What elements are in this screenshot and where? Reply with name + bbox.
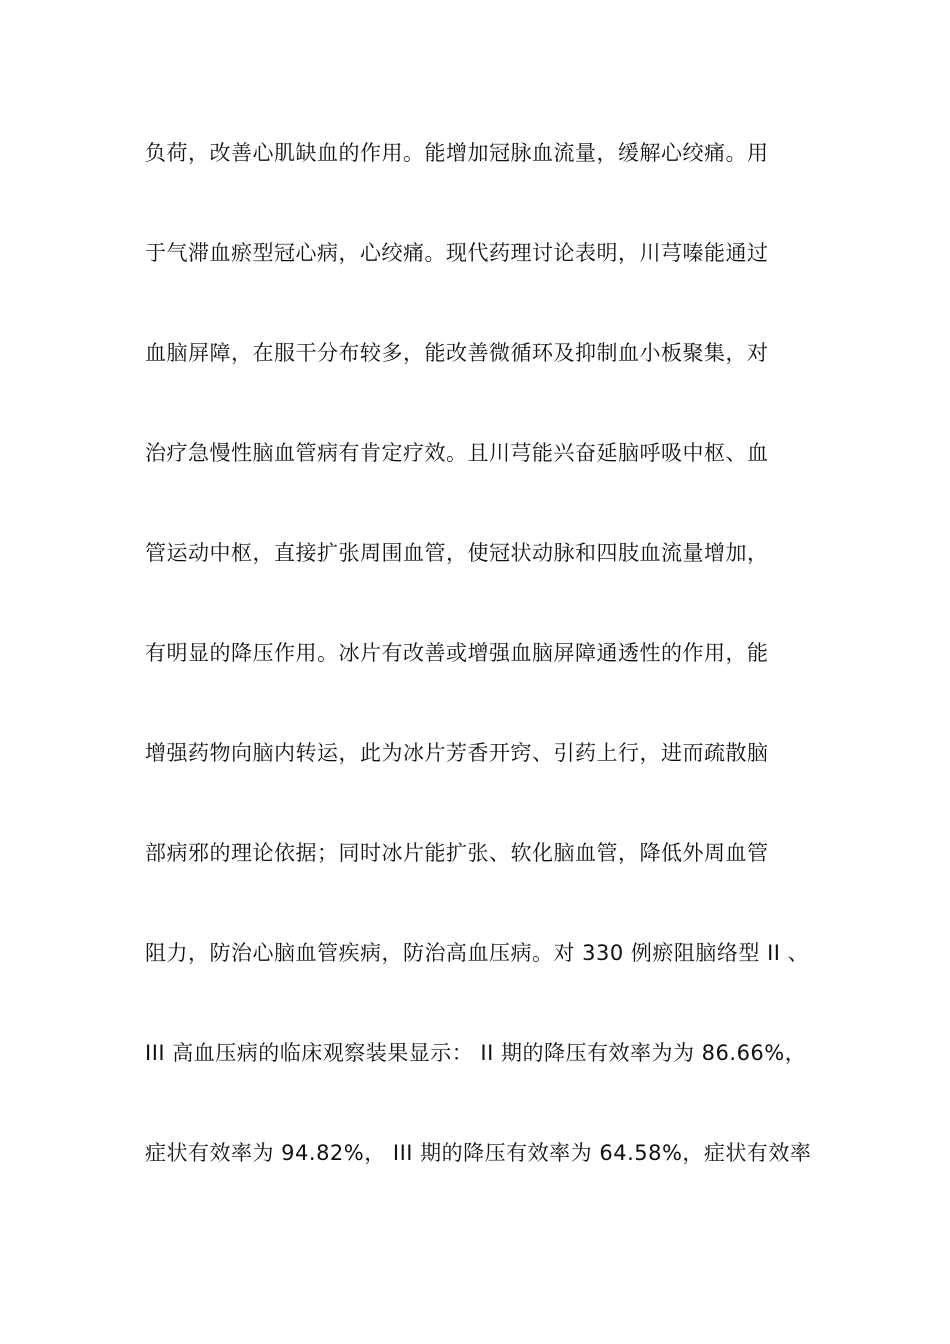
- text-line: 有明显的降压作用。冰片有改善或增强血脑屏障通透性的作用，能: [145, 641, 769, 665]
- body-text: [145, 130, 825, 1230]
- text-line: 于气滞血瘀型冠心病，心绞痛。现代药理讨论表明，川芎嗪能通过: [145, 241, 769, 265]
- text-line: 负荷，改善心肌缺血的作用。能增加冠脉血流量，缓解心绞痛。用: [145, 141, 769, 165]
- text-line: 治疗急慢性脑血管病有肯定疗效。且川芎能兴奋延脑呼吸中枢、血: [145, 441, 769, 465]
- text-line: 管运动中枢，直接扩张周围血管，使冠状动脉和四肢血流量增加，: [145, 541, 769, 565]
- text-line: 症状有效率为 94.82%， III 期的降压有效率为 64.58%，症状有效率: [145, 1141, 812, 1165]
- text-line: 阻力，防治心脑血管疾病，防治高血压病。对 330 例瘀阻脑络型 II 、: [145, 941, 810, 965]
- text-line: 部病邪的理论依据；同时冰片能扩张、软化脑血管，降低外周血管: [145, 841, 769, 865]
- text-line: 增强药物向脑内转运，此为冰片芳香开窍、引药上行，进而疏散脑: [145, 741, 769, 765]
- text-line: III 高血压病的临床观察装果显示： II 期的降压有效率为为 86.66%，: [145, 1041, 807, 1065]
- text-line: 血脑屏障，在服干分布较多，能改善微循环及抑制血小板聚集，对: [145, 341, 769, 365]
